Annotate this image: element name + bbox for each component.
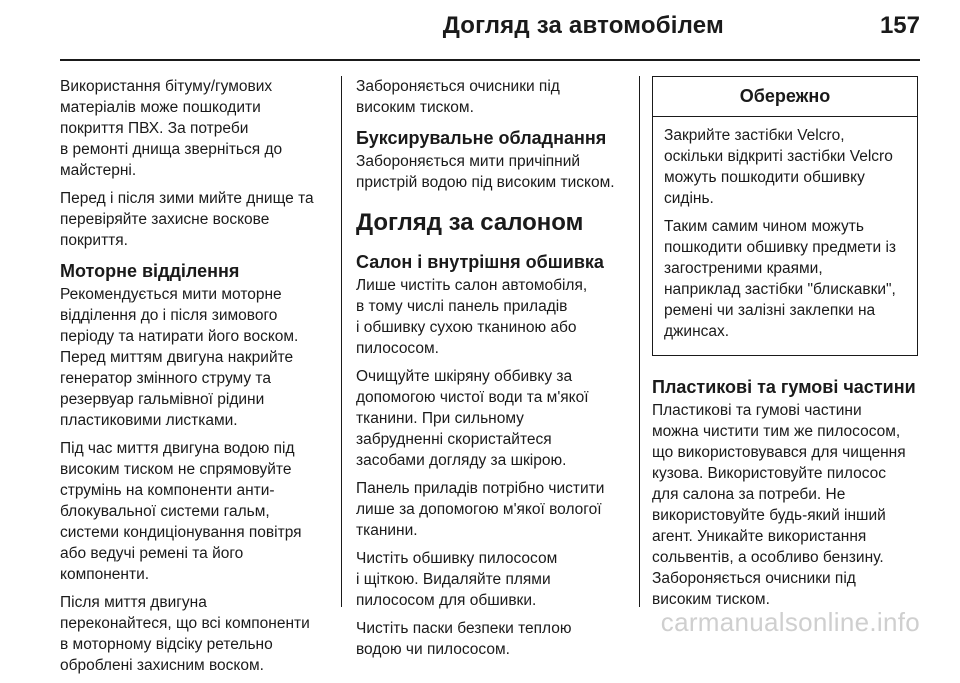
section-heading-towing: Буксирувальне обладнання [356, 128, 607, 148]
paragraph: Лише чистіть салон автомобіля, в тому числі панель приладів і обшивку сухою тканиною або пилососом. [356, 277, 588, 357]
paragraph: Забороняється мити причіпний пристрій водою під високим тиском. [356, 153, 615, 191]
column-1 [60, 76, 328, 683]
warning-paragraph: Таким самим чином можуть пошкодити обшивку предмети із загостреними краями, наприклад застібки "блискавки", ремені чи залізні заклепки на джинсах. [664, 218, 897, 340]
column-3 [652, 76, 920, 617]
warning-title: Обережно [653, 77, 917, 117]
paragraph: Під час миття двигуна водою під високим тиском не спрямовуйте струмінь на компоненти анти- блокувальної системи гальм, системи кондиціонування повітря або ведучі ремені та його компоненти. [60, 440, 302, 583]
paragraph: Рекомендується мити моторне відділення до і після зимового періоду та натирати його воском. Перед миттям двигуна накрийте генератор змінного струму та резервуар гальмівної рідини пластиковими листками. [60, 286, 299, 429]
paragraph: Чистіть обшивку пилососом і щіткою. Видаляйте плями пилососом для обшивки. [356, 550, 558, 609]
watermark: carmanualsonline.info [660, 607, 920, 637]
chapter-heading-interior-care: Догляд за салоном [356, 209, 584, 236]
paragraph: Після миття двигуна переконайтеся, що всі компоненти в моторному відсіку ретельно оброблені захисним воском. [60, 594, 310, 674]
warning-body [653, 117, 917, 355]
page-title: Догляд за автомобілем [442, 12, 724, 39]
paragraph: Панель приладів потрібно чистити лише за допомогою м'якої вологої тканини. [356, 480, 605, 539]
column-divider [639, 76, 640, 607]
column-divider [341, 76, 342, 607]
paragraph: Забороняється очисники під високим тиском. [356, 78, 560, 116]
section-heading-engine: Моторне відділення [60, 261, 240, 281]
header-divider [60, 59, 920, 61]
paragraph: Чистіть паски безпеки теплою водою чи пилососом. [356, 620, 572, 658]
paragraph: Використання бітуму/гумових матеріалів може пошкодити покриття ПВХ. За потреби в ремонті днища зверніться до майстерні. [60, 78, 283, 179]
column-2 [356, 76, 628, 667]
page-number: 157 [879, 12, 920, 39]
paragraph: Пластикові та гумові частини можна чистити тим же пилососом, що використовувався для чищення кузова. Використовуйте пилосос для салона за потреби. Не використовуйте будь-який інший агент. Уникайте використання сольвентів, а особливо бензину. Забороняється очисники під високим тиском. [652, 402, 906, 608]
warning-box [652, 76, 918, 356]
section-heading-plastic: Пластикові та гумові частини [652, 377, 916, 397]
paragraph: Перед і після зими мийте днище та перевіряйте захисне воскове покриття. [60, 190, 314, 249]
warning-paragraph: Закрийте застібки Velcro, оскільки відкриті застібки Velcro можуть пошкодити обшивку сидінь. [664, 127, 893, 207]
section-heading-interior: Салон і внутрішня обшивка [356, 252, 604, 272]
paragraph: Очищуйте шкіряну оббивку за допомогою чистої води та м'якої тканини. При сильному забрудненні скористайтеся засобами догляду за шкірою. [356, 368, 589, 469]
